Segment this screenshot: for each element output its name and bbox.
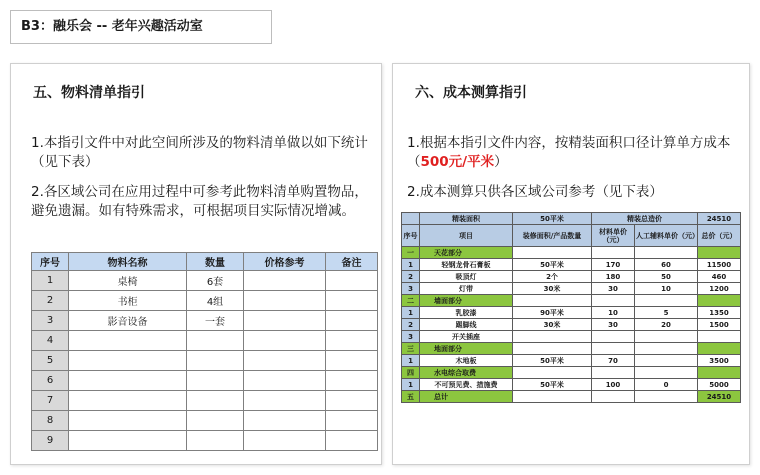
cost-index: 二: [402, 295, 420, 307]
row-notes: [326, 371, 378, 391]
row-item-name: 书柜: [69, 291, 187, 311]
cost-quantity: [513, 247, 592, 259]
cost-item-row: [402, 379, 741, 391]
row-price: [244, 431, 326, 451]
cost-index: 1: [402, 379, 420, 391]
cost-item: 乳胶漆: [420, 307, 513, 319]
row-index: 2: [32, 291, 69, 311]
cost-labor-price: [635, 367, 698, 379]
cost-item: 不可预见费、措施费: [420, 379, 513, 391]
cost-total: [698, 367, 741, 379]
cost-item-row: [402, 271, 741, 283]
cost-index: 三: [402, 343, 420, 355]
table-row: [32, 391, 378, 411]
cost-total: 1500: [698, 319, 741, 331]
cost-header-material-price: 材料单价（元）: [592, 225, 635, 247]
row-item-name: [69, 411, 187, 431]
cost-index: 2: [402, 319, 420, 331]
cost-item: 墙面部分: [420, 295, 513, 307]
cost-quantity: 50平米: [513, 355, 592, 367]
cost-item: 开关插座: [420, 331, 513, 343]
cost-quantity: 50平米: [513, 259, 592, 271]
cost-item: 踢脚线: [420, 319, 513, 331]
header-price: 价格参考: [244, 253, 326, 271]
cost-section-row: [402, 343, 741, 355]
table-row: [32, 331, 378, 351]
cost-index: 一: [402, 247, 420, 259]
table-row: [32, 431, 378, 451]
cost-material-price: [592, 367, 635, 379]
cost-section-row: [402, 247, 741, 259]
row-quantity: [187, 431, 244, 451]
row-quantity: 一套: [187, 311, 244, 331]
cost-labor-price: [635, 355, 698, 367]
cost-total: 3500: [698, 355, 741, 367]
summary-total-value: 24510: [698, 213, 741, 225]
cost-total: 1200: [698, 283, 741, 295]
summary-total-label: 精装总造价: [592, 213, 698, 225]
row-quantity: 6套: [187, 271, 244, 291]
cost-index: 四: [402, 367, 420, 379]
row-quantity: [187, 411, 244, 431]
cost-item: 吸顶灯: [420, 271, 513, 283]
cost-total: [698, 295, 741, 307]
cost-total: [698, 331, 741, 343]
header-item-name: 物料名称: [69, 253, 187, 271]
summary-blank: [402, 213, 420, 225]
materials-title: 五、物料清单指引: [33, 85, 145, 101]
cost-quantity: 30米: [513, 319, 592, 331]
cost-quantity: [513, 367, 592, 379]
cost-labor-price: 10: [635, 283, 698, 295]
row-price: [244, 311, 326, 331]
cost-item: 天花部分: [420, 247, 513, 259]
row-index: 4: [32, 331, 69, 351]
cost-paragraph-2: 2.成本测算只供各区域公司参考（见下表）: [407, 184, 663, 200]
row-item-name: [69, 431, 187, 451]
cost-labor-price: 20: [635, 319, 698, 331]
cost-material-price: 100: [592, 379, 635, 391]
cost-index: 2: [402, 271, 420, 283]
cost-quantity: 2个: [513, 271, 592, 283]
cost-labor-price: [635, 391, 698, 403]
cost-material-price: 180: [592, 271, 635, 283]
row-item-name: 影音设备: [69, 311, 187, 331]
cost-material-price: 30: [592, 319, 635, 331]
cost-total: [698, 247, 741, 259]
cost-title: 六、成本测算指引: [415, 85, 527, 101]
row-index: 5: [32, 351, 69, 371]
summary-area-label: 精装面积: [420, 213, 513, 225]
cost-quantity: [513, 331, 592, 343]
header-quantity: 数量: [187, 253, 244, 271]
cost-panel: [392, 63, 750, 465]
row-notes: [326, 271, 378, 291]
cost-material-price: [592, 247, 635, 259]
cost-index: 3: [402, 283, 420, 295]
row-index: 8: [32, 411, 69, 431]
page-title: B3：融乐会 -- 老年兴趣活动室: [10, 10, 272, 44]
row-notes: [326, 291, 378, 311]
row-notes: [326, 431, 378, 451]
row-price: [244, 391, 326, 411]
cost-item-row: [402, 331, 741, 343]
materials-paragraph-1: 1.本指引文件中对此空间所涉及的物料清单做以如下统计（见下表）: [31, 135, 368, 170]
row-quantity: [187, 371, 244, 391]
row-notes: [326, 311, 378, 331]
cost-material-price: [592, 343, 635, 355]
row-notes: [326, 351, 378, 371]
cost-table: [401, 212, 741, 403]
cost-item-row: [402, 355, 741, 367]
cost-quantity: 30米: [513, 283, 592, 295]
cost-quantity: [513, 295, 592, 307]
cost-total: 11500: [698, 259, 741, 271]
row-item-name: [69, 351, 187, 371]
table-row: [32, 271, 378, 291]
cost-header-item: 项目: [420, 225, 513, 247]
cost-paragraph-1-end: ）: [494, 154, 508, 170]
cost-header-index: 序号: [402, 225, 420, 247]
cost-total: 5000: [698, 379, 741, 391]
row-index: 7: [32, 391, 69, 411]
row-index: 1: [32, 271, 69, 291]
cost-item: 木地板: [420, 355, 513, 367]
cost-labor-price: 0: [635, 379, 698, 391]
cost-material-price: 170: [592, 259, 635, 271]
cost-summary-row: [402, 213, 741, 225]
summary-area-value: 50平米: [513, 213, 592, 225]
cost-header-labor-price: 人工辅料单价（元）: [635, 225, 698, 247]
cost-header-total: 总价（元）: [698, 225, 741, 247]
row-price: [244, 271, 326, 291]
cost-item: 灯带: [420, 283, 513, 295]
row-price: [244, 331, 326, 351]
cost-paragraph-1: [407, 134, 745, 172]
row-price: [244, 371, 326, 391]
cost-item: 地面部分: [420, 343, 513, 355]
table-row: [32, 291, 378, 311]
cost-material-price: [592, 391, 635, 403]
cost-labor-price: [635, 247, 698, 259]
row-quantity: [187, 351, 244, 371]
materials-table-header: [32, 253, 378, 271]
cost-item-row: [402, 259, 741, 271]
row-item-name: 桌椅: [69, 271, 187, 291]
row-notes: [326, 331, 378, 351]
cost-quantity: [513, 391, 592, 403]
cost-material-price: [592, 331, 635, 343]
row-index: 9: [32, 431, 69, 451]
cost-paragraph-1-text: 1.根据本指引文件内容，按精装面积口径计算单方成本（: [407, 135, 731, 170]
cost-item: 轻钢龙骨石膏板: [420, 259, 513, 271]
cost-item-row: [402, 319, 741, 331]
row-notes: [326, 391, 378, 411]
row-index: 6: [32, 371, 69, 391]
cost-material-price: 30: [592, 283, 635, 295]
cost-labor-price: [635, 295, 698, 307]
row-item-name: [69, 331, 187, 351]
cost-material-price: 70: [592, 355, 635, 367]
cost-labor-price: 60: [635, 259, 698, 271]
cost-item: 总计: [420, 391, 513, 403]
row-notes: [326, 411, 378, 431]
table-row: [32, 311, 378, 331]
table-row: [32, 411, 378, 431]
cost-quantity: 50平米: [513, 379, 592, 391]
cost-total: [698, 343, 741, 355]
header-notes: 备注: [326, 253, 378, 271]
cost-total: 460: [698, 271, 741, 283]
materials-panel: [10, 63, 382, 465]
row-index: 3: [32, 311, 69, 331]
cost-quantity: 90平米: [513, 307, 592, 319]
cost-item: 水电综合取费: [420, 367, 513, 379]
cost-index: 1: [402, 259, 420, 271]
row-item-name: [69, 391, 187, 411]
cost-material-price: [592, 295, 635, 307]
cost-index: 1: [402, 307, 420, 319]
cost-index: 1: [402, 355, 420, 367]
cost-total: 24510: [698, 391, 741, 403]
row-item-name: [69, 371, 187, 391]
unit-cost-highlight: 500元/平米: [420, 154, 495, 170]
cost-item-row: [402, 307, 741, 319]
row-quantity: [187, 391, 244, 411]
cost-section-row: [402, 391, 741, 403]
cost-labor-price: 50: [635, 271, 698, 283]
table-row: [32, 371, 378, 391]
row-price: [244, 291, 326, 311]
table-row: [32, 351, 378, 371]
materials-paragraph-2: 2.各区域公司在应用过程中可参考此物料清单购置物品，避免遗漏。如有特殊需求，可根据项目实际情况增减。: [31, 184, 368, 219]
cost-labor-price: [635, 343, 698, 355]
row-price: [244, 411, 326, 431]
cost-item-row: [402, 283, 741, 295]
cost-header-row: [402, 225, 741, 247]
materials-table: [31, 252, 378, 451]
row-quantity: 4组: [187, 291, 244, 311]
cost-header-quantity: 装修面积/产品数量: [513, 225, 592, 247]
row-quantity: [187, 331, 244, 351]
cost-labor-price: 5: [635, 307, 698, 319]
cost-index: 3: [402, 331, 420, 343]
cost-quantity: [513, 343, 592, 355]
row-price: [244, 351, 326, 371]
cost-total: 1350: [698, 307, 741, 319]
cost-material-price: 10: [592, 307, 635, 319]
cost-section-row: [402, 367, 741, 379]
header-index: 序号: [32, 253, 69, 271]
cost-index: 五: [402, 391, 420, 403]
cost-labor-price: [635, 331, 698, 343]
cost-section-row: [402, 295, 741, 307]
